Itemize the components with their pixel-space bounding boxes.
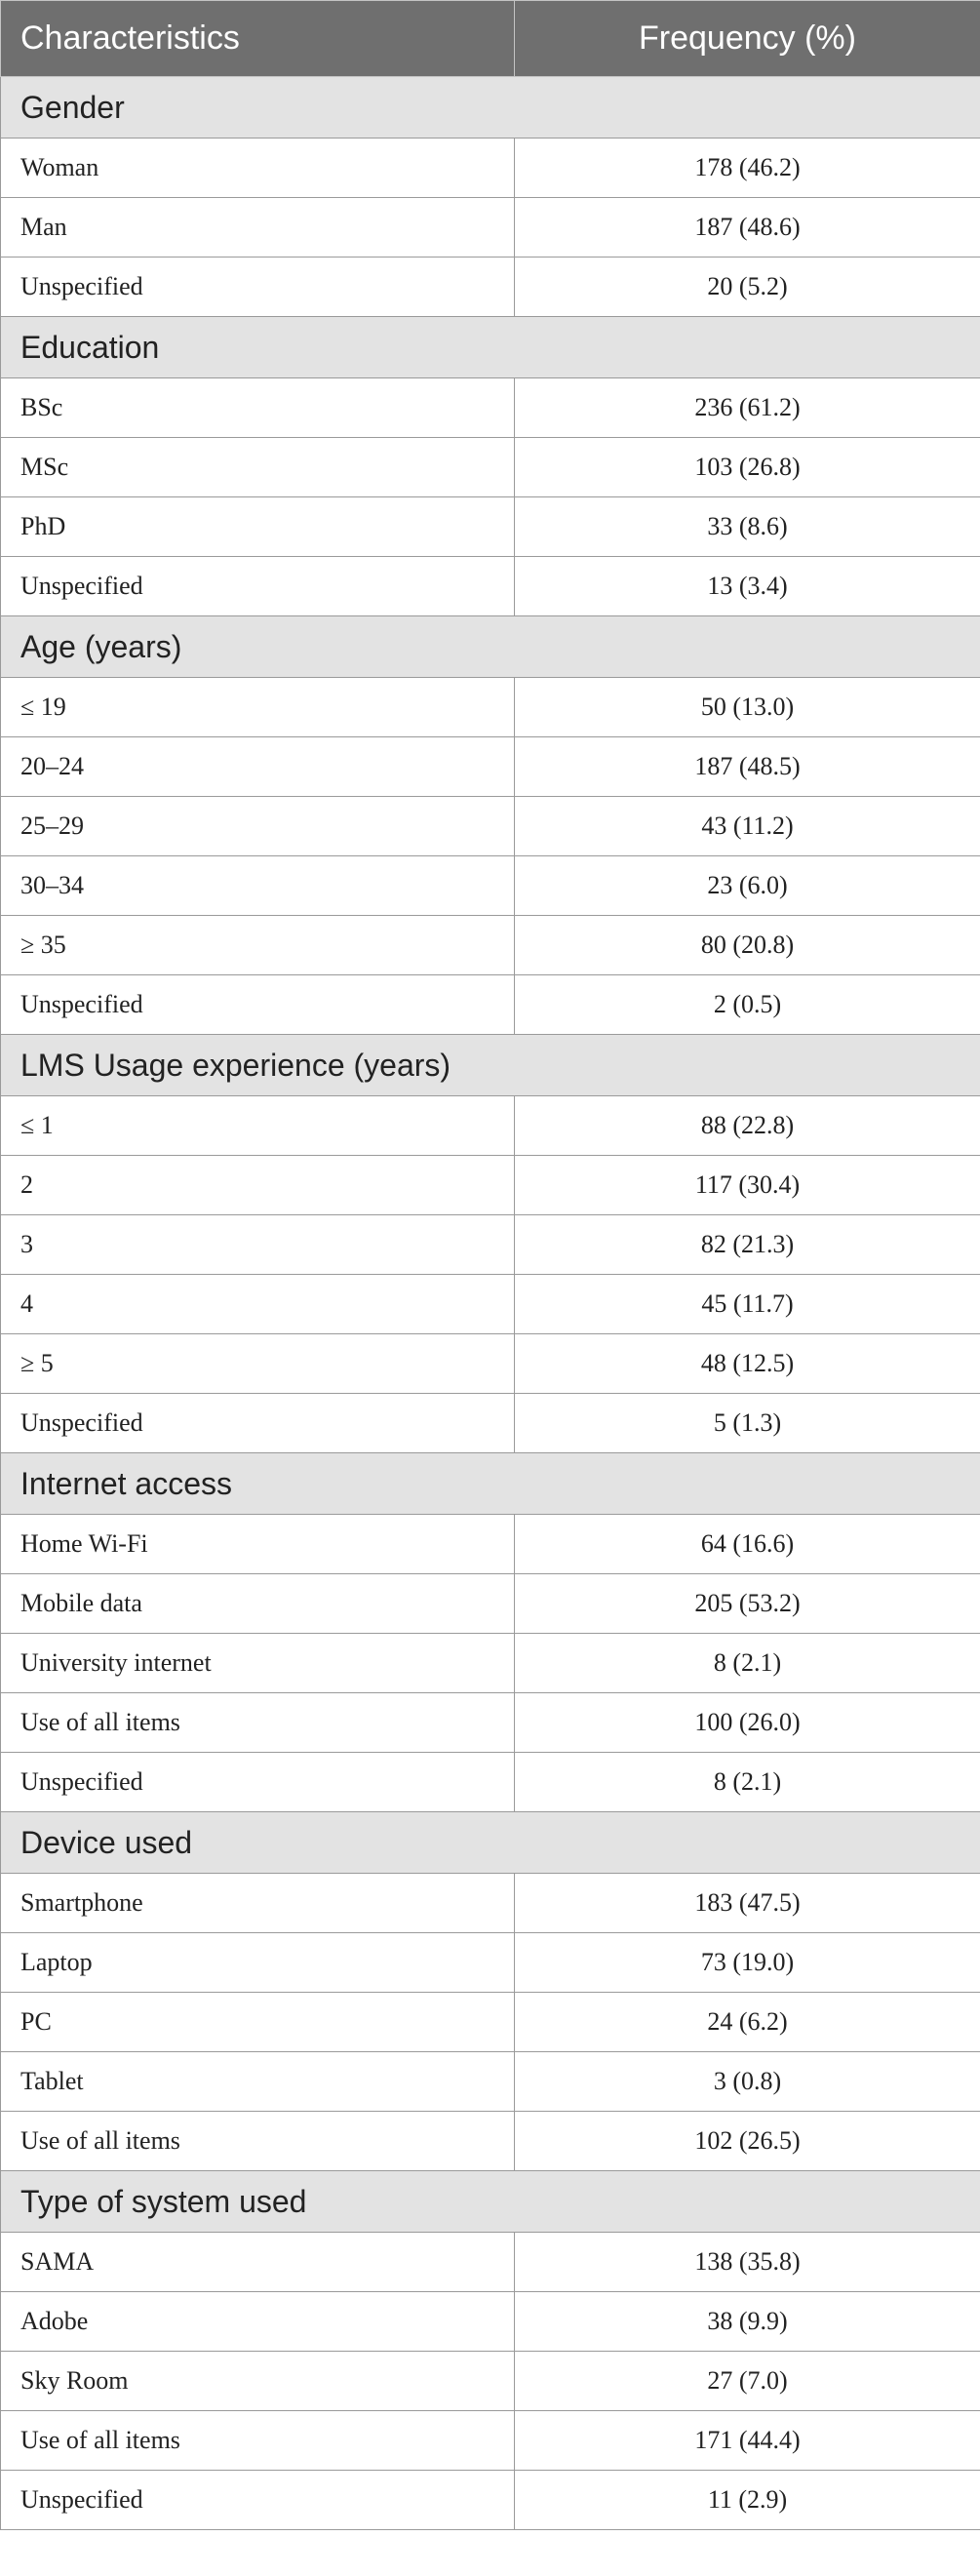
table-row bbox=[1, 916, 980, 975]
row-label: 4 bbox=[1, 1275, 515, 1334]
table-row bbox=[1, 2112, 980, 2171]
row-label: Unspecified bbox=[1, 1394, 515, 1453]
row-label: Man bbox=[1, 198, 515, 258]
row-value: 178 (46.2) bbox=[515, 139, 980, 198]
row-value: 82 (21.3) bbox=[515, 1215, 980, 1275]
row-label: Adobe bbox=[1, 2292, 515, 2352]
table-row bbox=[1, 1634, 980, 1693]
row-label: Smartphone bbox=[1, 1874, 515, 1933]
row-label: Tablet bbox=[1, 2052, 515, 2112]
section-row bbox=[1, 317, 980, 378]
row-value: 8 (2.1) bbox=[515, 1753, 980, 1812]
row-label: Unspecified bbox=[1, 1753, 515, 1812]
table-row bbox=[1, 1096, 980, 1156]
row-label: 25–29 bbox=[1, 797, 515, 856]
row-value: 102 (26.5) bbox=[515, 2112, 980, 2171]
row-value: 23 (6.0) bbox=[515, 856, 980, 916]
row-value: 80 (20.8) bbox=[515, 916, 980, 975]
table-row bbox=[1, 975, 980, 1035]
row-value: 13 (3.4) bbox=[515, 557, 980, 616]
table-row bbox=[1, 1515, 980, 1574]
table-row bbox=[1, 678, 980, 737]
row-value: 73 (19.0) bbox=[515, 1933, 980, 1993]
row-value: 117 (30.4) bbox=[515, 1156, 980, 1215]
row-label: Laptop bbox=[1, 1933, 515, 1993]
table-row bbox=[1, 1933, 980, 1993]
section-title: LMS Usage experience (years) bbox=[1, 1035, 980, 1096]
row-label: PC bbox=[1, 1993, 515, 2052]
row-label: 3 bbox=[1, 1215, 515, 1275]
table-row bbox=[1, 438, 980, 497]
row-label: Unspecified bbox=[1, 258, 515, 317]
row-value: 27 (7.0) bbox=[515, 2352, 980, 2411]
row-label: Woman bbox=[1, 139, 515, 198]
row-value: 236 (61.2) bbox=[515, 378, 980, 438]
section-row bbox=[1, 2171, 980, 2233]
row-label: PhD bbox=[1, 497, 515, 557]
row-label: BSc bbox=[1, 378, 515, 438]
table-row bbox=[1, 1394, 980, 1453]
table-row bbox=[1, 2052, 980, 2112]
table-row bbox=[1, 557, 980, 616]
table-row bbox=[1, 198, 980, 258]
section-title: Gender bbox=[1, 77, 980, 139]
row-value: 100 (26.0) bbox=[515, 1693, 980, 1753]
row-value: 187 (48.6) bbox=[515, 198, 980, 258]
table-row bbox=[1, 2292, 980, 2352]
table-row bbox=[1, 258, 980, 317]
row-value: 20 (5.2) bbox=[515, 258, 980, 317]
section-row bbox=[1, 77, 980, 139]
row-value: 33 (8.6) bbox=[515, 497, 980, 557]
row-value: 8 (2.1) bbox=[515, 1634, 980, 1693]
row-label: Sky Room bbox=[1, 2352, 515, 2411]
row-value: 48 (12.5) bbox=[515, 1334, 980, 1394]
section-title: Type of system used bbox=[1, 2171, 980, 2233]
section-row bbox=[1, 1812, 980, 1874]
section-title: Education bbox=[1, 317, 980, 378]
section-title: Age (years) bbox=[1, 616, 980, 678]
table-row bbox=[1, 737, 980, 797]
row-label: 20–24 bbox=[1, 737, 515, 797]
row-label: ≥ 5 bbox=[1, 1334, 515, 1394]
row-label: 30–34 bbox=[1, 856, 515, 916]
column-header-frequency: Frequency (%) bbox=[515, 1, 980, 77]
section-title: Internet access bbox=[1, 1453, 980, 1515]
row-value: 88 (22.8) bbox=[515, 1096, 980, 1156]
row-label: 2 bbox=[1, 1156, 515, 1215]
table-row bbox=[1, 797, 980, 856]
row-label: University internet bbox=[1, 1634, 515, 1693]
table-row bbox=[1, 1275, 980, 1334]
row-value: 5 (1.3) bbox=[515, 1394, 980, 1453]
column-header-characteristics: Characteristics bbox=[1, 1, 515, 77]
table-row bbox=[1, 2411, 980, 2471]
section-row bbox=[1, 1453, 980, 1515]
table-row bbox=[1, 1334, 980, 1394]
table-row bbox=[1, 1156, 980, 1215]
row-value: 45 (11.7) bbox=[515, 1275, 980, 1334]
section-row bbox=[1, 616, 980, 678]
row-value: 103 (26.8) bbox=[515, 438, 980, 497]
row-label: ≤ 19 bbox=[1, 678, 515, 737]
table-row bbox=[1, 497, 980, 557]
row-label: Mobile data bbox=[1, 1574, 515, 1634]
row-label: Use of all items bbox=[1, 2411, 515, 2471]
row-label: Unspecified bbox=[1, 2471, 515, 2530]
row-label: SAMA bbox=[1, 2233, 515, 2292]
header-row bbox=[1, 1, 980, 77]
row-value: 43 (11.2) bbox=[515, 797, 980, 856]
section-row bbox=[1, 1035, 980, 1096]
table-row bbox=[1, 1993, 980, 2052]
row-label: ≥ 35 bbox=[1, 916, 515, 975]
table-row bbox=[1, 1574, 980, 1634]
table-body bbox=[1, 77, 980, 2530]
table-row bbox=[1, 1215, 980, 1275]
row-value: 205 (53.2) bbox=[515, 1574, 980, 1634]
table-row bbox=[1, 1693, 980, 1753]
row-label: Use of all items bbox=[1, 2112, 515, 2171]
row-label: Use of all items bbox=[1, 1693, 515, 1753]
table-row bbox=[1, 856, 980, 916]
table-row bbox=[1, 139, 980, 198]
row-value: 187 (48.5) bbox=[515, 737, 980, 797]
row-value: 64 (16.6) bbox=[515, 1515, 980, 1574]
row-value: 171 (44.4) bbox=[515, 2411, 980, 2471]
row-value: 2 (0.5) bbox=[515, 975, 980, 1035]
row-value: 50 (13.0) bbox=[515, 678, 980, 737]
row-value: 183 (47.5) bbox=[515, 1874, 980, 1933]
row-value: 11 (2.9) bbox=[515, 2471, 980, 2530]
row-label: ≤ 1 bbox=[1, 1096, 515, 1156]
row-label: Unspecified bbox=[1, 975, 515, 1035]
table-row bbox=[1, 2471, 980, 2530]
row-label: Unspecified bbox=[1, 557, 515, 616]
row-value: 24 (6.2) bbox=[515, 1993, 980, 2052]
section-title: Device used bbox=[1, 1812, 980, 1874]
row-value: 3 (0.8) bbox=[515, 2052, 980, 2112]
row-label: MSc bbox=[1, 438, 515, 497]
row-label: Home Wi-Fi bbox=[1, 1515, 515, 1574]
table-row bbox=[1, 2352, 980, 2411]
table-row bbox=[1, 378, 980, 438]
row-value: 38 (9.9) bbox=[515, 2292, 980, 2352]
table-row bbox=[1, 2233, 980, 2292]
row-value: 138 (35.8) bbox=[515, 2233, 980, 2292]
table-row bbox=[1, 1874, 980, 1933]
table-row bbox=[1, 1753, 980, 1812]
